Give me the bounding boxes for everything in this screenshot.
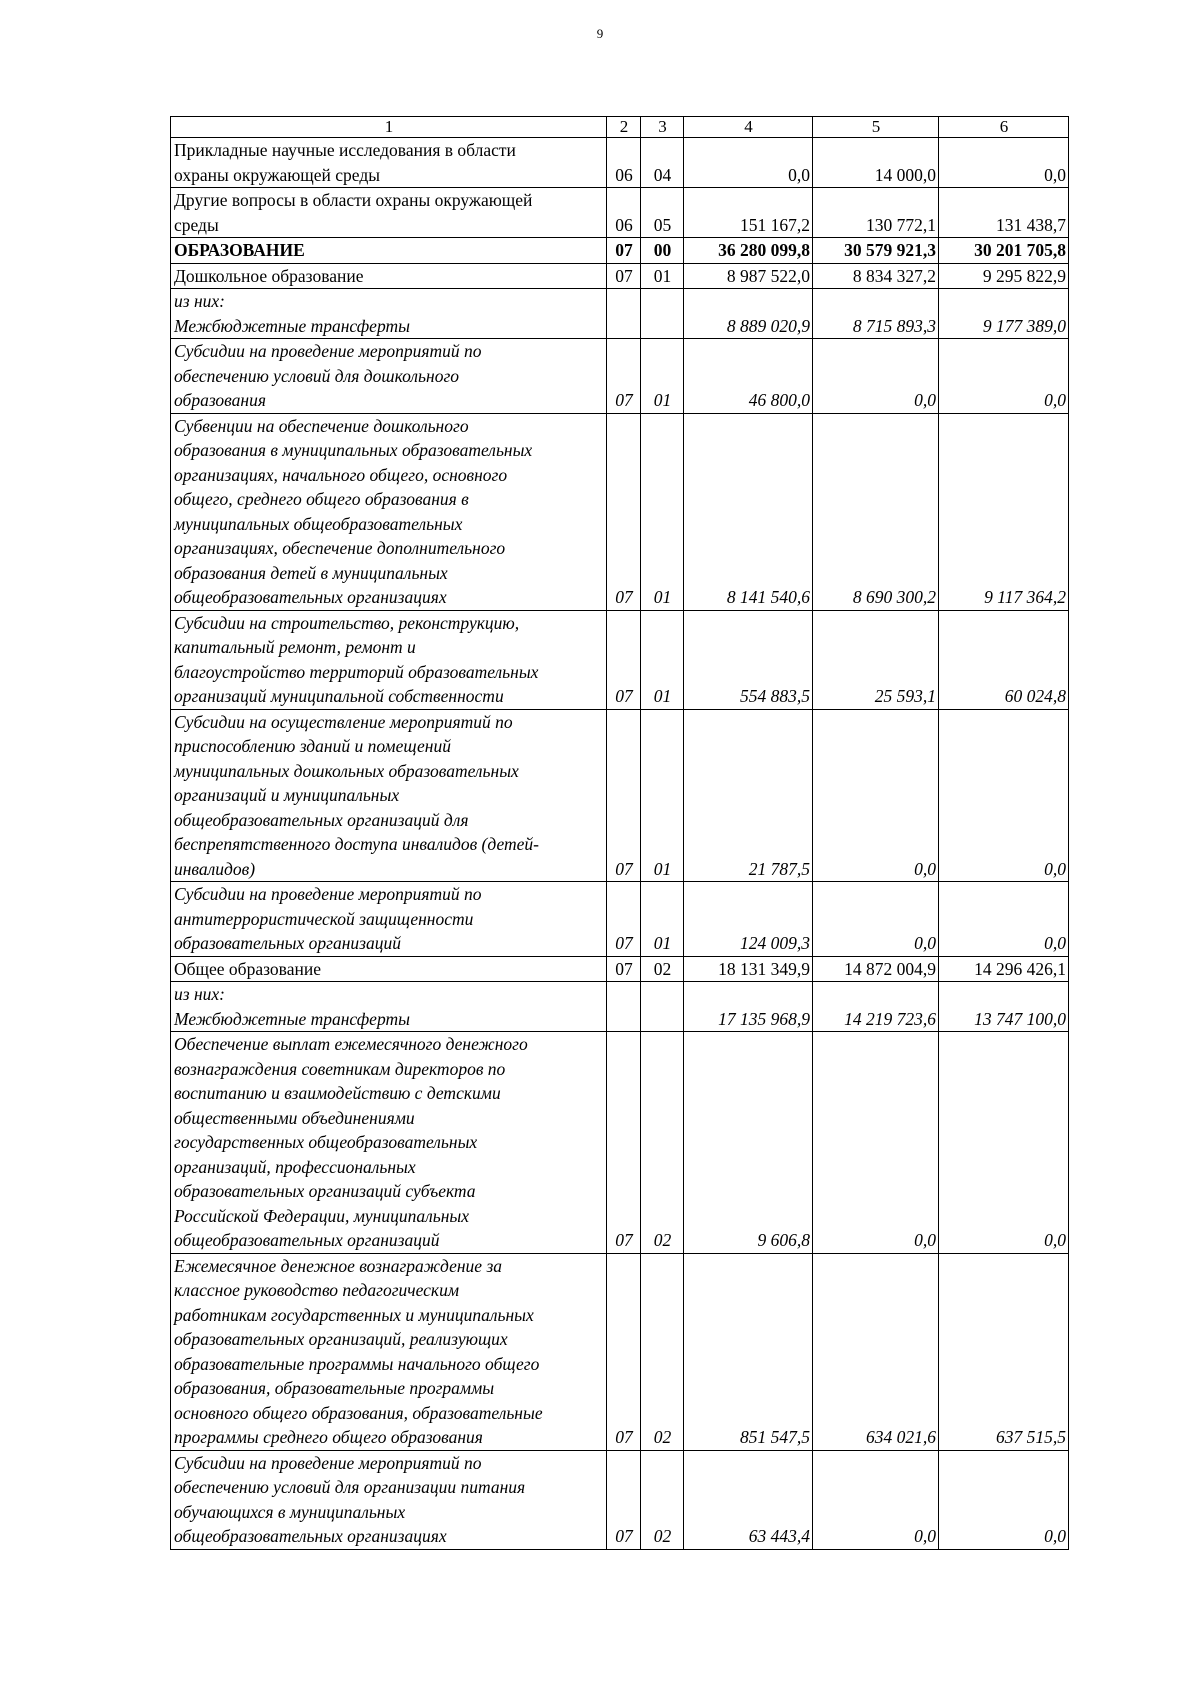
row-name-line: образовательных организаций	[174, 933, 401, 953]
row-name-line: работникам государственных и муниципальных	[174, 1304, 534, 1325]
value-col5-cell: 14 000,0	[813, 138, 939, 188]
section-code-cell: 07	[607, 1450, 641, 1549]
row-name-line: образования детей в муниципальных	[174, 562, 448, 583]
value-col6-cell: 13 747 100,0	[939, 982, 1069, 1032]
row-name-line: из них:	[174, 291, 225, 311]
row-name-line: Субсидии на строительство, реконструкцию,	[174, 612, 520, 633]
value-col5-cell: 8 834 327,2	[813, 263, 939, 289]
table-row	[171, 882, 1069, 957]
column-header: 3	[641, 117, 684, 138]
value-col4-cell: 8 141 540,6	[684, 413, 813, 610]
row-name-line: вознаграждения советникам директоров по	[174, 1058, 506, 1079]
row-name-line: Дошкольное образование	[174, 265, 364, 286]
value-col4-cell: 9 606,8	[684, 1032, 813, 1254]
budget-table-body	[171, 117, 1069, 1550]
section-code-cell: 07	[607, 1253, 641, 1450]
row-name-line: беспрепятственного доступа инвалидов (детей-	[174, 834, 539, 854]
row-name-line: из них:	[174, 984, 225, 1004]
table-row	[171, 956, 1069, 982]
row-name-line: среды	[174, 214, 219, 235]
value-col6-cell: 0,0	[939, 339, 1069, 414]
value-col4-cell: 8 987 522,0	[684, 263, 813, 289]
row-name-line: образования	[174, 390, 266, 410]
row-name-cell	[171, 982, 607, 1032]
row-name-line: организациях, обеспечение дополнительного	[174, 538, 506, 558]
row-name-line: инвалидов)	[174, 858, 256, 879]
value-col5-cell: 8 690 300,2	[813, 413, 939, 610]
value-col5-cell: 0,0	[813, 1450, 939, 1549]
value-col4-cell: 46 800,0	[684, 339, 813, 414]
column-header: 2	[607, 117, 641, 138]
row-name-cell	[171, 289, 607, 339]
value-col4-cell: 18 131 349,9	[684, 956, 813, 982]
value-col4-cell: 124 009,3	[684, 882, 813, 957]
row-name-line: муниципальных общеобразовательных	[174, 513, 463, 534]
row-name-line: антитеррористической защищенности	[174, 908, 474, 929]
table-row	[171, 238, 1069, 264]
row-name-line: Ежемесячное денежное вознаграждение за	[174, 1255, 503, 1276]
subsection-code-cell	[641, 289, 684, 339]
row-name-line: благоустройство территорий образовательных	[174, 661, 539, 682]
table-row	[171, 138, 1069, 188]
row-name-line: организациях, начального общего, основного	[174, 464, 508, 485]
row-name-cell	[171, 709, 607, 882]
value-col5-cell: 130 772,1	[813, 188, 939, 238]
row-name-line: обеспечению условий для дошкольного	[174, 365, 460, 386]
table-row	[171, 982, 1069, 1032]
subsection-code-cell: 05	[641, 188, 684, 238]
row-name-line: общеобразовательных организациях	[174, 1526, 447, 1546]
row-name-line: Обеспечение выплат ежемесячного денежного	[174, 1034, 528, 1054]
row-name-line: организаций и муниципальных	[174, 785, 400, 805]
table-row	[171, 289, 1069, 339]
value-col5-cell: 0,0	[813, 1032, 939, 1254]
row-name-line: классное руководство педагогическим	[174, 1280, 460, 1300]
subsection-code-cell: 01	[641, 339, 684, 414]
column-header: 4	[684, 117, 813, 138]
section-code-cell	[607, 289, 641, 339]
table-row	[171, 413, 1069, 610]
row-name-line: Субсидии на проведение мероприятий по	[174, 341, 482, 361]
value-col4-cell: 63 443,4	[684, 1450, 813, 1549]
value-col4-cell: 151 167,2	[684, 188, 813, 238]
row-name-cell	[171, 413, 607, 610]
section-code-cell: 07	[607, 1032, 641, 1254]
row-name-line: обучающихся в муниципальных	[174, 1501, 406, 1522]
value-col4-cell: 554 883,5	[684, 610, 813, 709]
row-name-line: Межбюджетные трансферты	[174, 315, 410, 336]
row-name-cell	[171, 610, 607, 709]
subsection-code-cell: 02	[641, 1450, 684, 1549]
section-code-cell: 07	[607, 413, 641, 610]
row-name-line: приспособлению зданий и помещений	[174, 736, 451, 756]
row-name-line: муниципальных дошкольных образовательных	[174, 760, 519, 781]
section-code-cell: 06	[607, 188, 641, 238]
row-name-line: Субсидии на проведение мероприятий по	[174, 1452, 482, 1473]
value-col5-cell: 0,0	[813, 339, 939, 414]
subsection-code-cell	[641, 982, 684, 1032]
table-row	[171, 709, 1069, 882]
section-code-cell	[607, 982, 641, 1032]
value-col4-cell: 851 547,5	[684, 1253, 813, 1450]
table-row	[171, 263, 1069, 289]
row-name-line: охраны окружающей среды	[174, 164, 381, 185]
subsection-code-cell: 01	[641, 709, 684, 882]
value-col4-cell: 8 889 020,9	[684, 289, 813, 339]
row-name-line: образования в муниципальных образовательных	[174, 440, 533, 460]
value-col6-cell: 60 024,8	[939, 610, 1069, 709]
subsection-code-cell: 01	[641, 882, 684, 957]
row-name-line: организаций, профессиональных	[174, 1156, 416, 1177]
row-name-cell	[171, 1253, 607, 1450]
value-col6-cell: 0,0	[939, 709, 1069, 882]
value-col5-cell: 14 872 004,9	[813, 956, 939, 982]
row-name-line: организаций муниципальной собственности	[174, 686, 504, 706]
value-col5-cell: 30 579 921,3	[813, 238, 939, 264]
budget-table	[170, 116, 1069, 1550]
column-header: 1	[171, 117, 607, 138]
value-col6-cell: 131 438,7	[939, 188, 1069, 238]
row-name-line: общего, среднего общего образования в	[174, 489, 469, 509]
row-name-line: ОБРАЗОВАНИЕ	[174, 240, 305, 260]
row-name-line: Другие вопросы в области охраны окружающей	[174, 190, 533, 210]
value-col5-cell: 25 593,1	[813, 610, 939, 709]
row-name-line: обеспечению условий для организации питания	[174, 1477, 526, 1497]
row-name-line: образовательных организаций субъекта	[174, 1181, 476, 1201]
table-row	[171, 339, 1069, 414]
value-col6-cell: 30 201 705,8	[939, 238, 1069, 264]
row-name-line: общеобразовательных организациях	[174, 587, 447, 607]
value-col4-cell: 21 787,5	[684, 709, 813, 882]
section-code-cell: 07	[607, 339, 641, 414]
value-col6-cell: 0,0	[939, 1450, 1069, 1549]
subsection-code-cell: 04	[641, 138, 684, 188]
subsection-code-cell: 01	[641, 263, 684, 289]
value-col5-cell: 8 715 893,3	[813, 289, 939, 339]
row-name-cell	[171, 1032, 607, 1254]
value-col6-cell: 9 177 389,0	[939, 289, 1069, 339]
table-row	[171, 1253, 1069, 1450]
row-name-line: Прикладные научные исследования в области	[174, 140, 516, 160]
value-col5-cell: 0,0	[813, 882, 939, 957]
subsection-code-cell: 02	[641, 1253, 684, 1450]
row-name-line: Субвенции на обеспечение дошкольного	[174, 415, 469, 436]
value-col5-cell: 14 219 723,6	[813, 982, 939, 1032]
row-name-line: общественными объединениями	[174, 1107, 415, 1128]
row-name-line: Субсидии на осуществление мероприятий по	[174, 711, 513, 732]
row-name-line: Межбюджетные трансферты	[174, 1008, 410, 1029]
section-code-cell: 07	[607, 610, 641, 709]
value-col4-cell: 36 280 099,8	[684, 238, 813, 264]
table-row	[171, 1450, 1069, 1549]
row-name-line: Общее образование	[174, 958, 321, 979]
subsection-code-cell: 00	[641, 238, 684, 264]
row-name-line: общеобразовательных организаций	[174, 1230, 440, 1250]
row-name-line: образовательных организаций, реализующих	[174, 1329, 508, 1349]
value-col5-cell: 0,0	[813, 709, 939, 882]
subsection-code-cell: 02	[641, 1032, 684, 1254]
value-col6-cell: 9 295 822,9	[939, 263, 1069, 289]
row-name-line: государственных общеобразовательных	[174, 1132, 478, 1152]
row-name-cell	[171, 956, 607, 982]
row-name-cell	[171, 339, 607, 414]
row-name-line: Субсидии на проведение мероприятий по	[174, 884, 482, 904]
value-col4-cell: 17 135 968,9	[684, 982, 813, 1032]
row-name-cell	[171, 238, 607, 264]
column-header: 6	[939, 117, 1069, 138]
section-code-cell: 06	[607, 138, 641, 188]
value-col6-cell: 0,0	[939, 882, 1069, 957]
row-name-line: капитальный ремонт, ремонт и	[174, 637, 416, 657]
column-number-row	[171, 117, 1069, 138]
section-code-cell: 07	[607, 956, 641, 982]
section-code-cell: 07	[607, 882, 641, 957]
value-col6-cell: 14 296 426,1	[939, 956, 1069, 982]
section-code-cell: 07	[607, 238, 641, 264]
section-code-cell: 07	[607, 263, 641, 289]
row-name-line: программы среднего общего образования	[174, 1427, 483, 1447]
row-name-line: образовательные программы начального общего	[174, 1353, 540, 1374]
table-row	[171, 188, 1069, 238]
section-code-cell: 07	[607, 709, 641, 882]
row-name-cell	[171, 263, 607, 289]
page-number: 9	[596, 26, 604, 41]
row-name-line: основного общего образования, образовательные	[174, 1402, 543, 1423]
value-col6-cell: 0,0	[939, 138, 1069, 188]
row-name-cell	[171, 188, 607, 238]
row-name-line: Российской Федерации, муниципальных	[174, 1205, 470, 1226]
row-name-cell	[171, 882, 607, 957]
value-col4-cell: 0,0	[684, 138, 813, 188]
row-name-cell	[171, 1450, 607, 1549]
column-header: 5	[813, 117, 939, 138]
row-name-line: воспитанию и взаимодействию с детскими	[174, 1083, 501, 1103]
subsection-code-cell: 01	[641, 413, 684, 610]
table-row	[171, 1032, 1069, 1254]
subsection-code-cell: 01	[641, 610, 684, 709]
value-col5-cell: 634 021,6	[813, 1253, 939, 1450]
value-col6-cell: 0,0	[939, 1032, 1069, 1254]
row-name-line: общеобразовательных организаций для	[174, 809, 469, 830]
row-name-line: образования, образовательные программы	[174, 1378, 495, 1398]
subsection-code-cell: 02	[641, 956, 684, 982]
value-col6-cell: 637 515,5	[939, 1253, 1069, 1450]
table-row	[171, 610, 1069, 709]
row-name-cell	[171, 138, 607, 188]
value-col6-cell: 9 117 364,2	[939, 413, 1069, 610]
